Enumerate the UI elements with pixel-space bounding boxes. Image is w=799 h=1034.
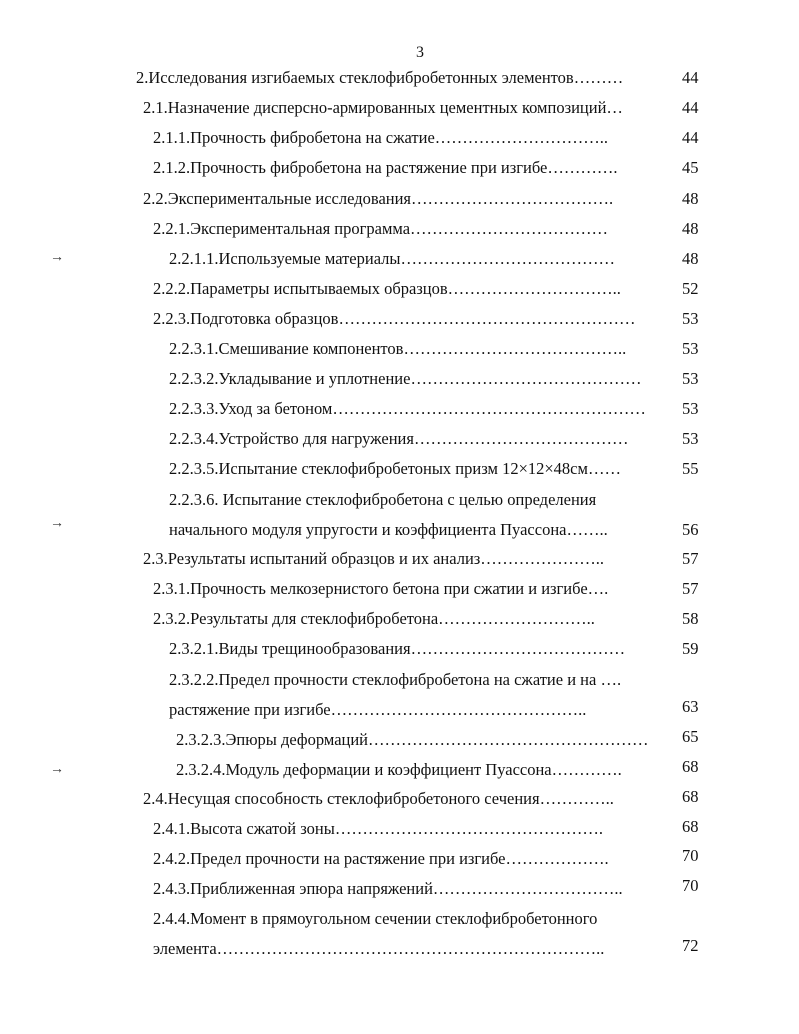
toc-entry-page: 68 <box>682 757 699 776</box>
toc-entry-text: 2.2.3.2.Укладывание и уплотнение…………………………………… <box>169 369 642 388</box>
toc-entry-page: 56 <box>682 520 699 539</box>
toc-entry-page: 57 <box>682 549 699 568</box>
toc-entry-text: элемента…………………………………………………………….. <box>153 939 605 958</box>
toc-entry-text: 2.3.2.Результаты для стеклофибробетона……………………….. <box>153 609 595 628</box>
margin-mark: → <box>50 762 64 777</box>
toc-entry-text: 2.3.2.2.Предел прочности стеклофибробетона на сжатие и на …. <box>169 670 622 689</box>
toc-entry-page: 58 <box>682 609 699 628</box>
toc-entry-text: 2.2.1.1.Используемые материалы………………………………… <box>169 249 615 268</box>
toc-entry-page: 65 <box>682 727 699 746</box>
toc-entry-text: 2.Исследования изгибаемых стеклофибробетонных элементов……… <box>136 68 624 87</box>
toc-entry-text: 2.1.1.Прочность фибробетона на сжатие………………………….. <box>153 128 609 147</box>
toc-entry-page: 44 <box>682 68 699 87</box>
toc-entry-page: 53 <box>682 399 699 418</box>
toc-entry-text: 2.2.3.3.Уход за бетоном………………………………………………… <box>169 399 646 418</box>
toc-entry-text: 2.4.1.Высота сжатой зоны…………………………………………. <box>153 819 603 838</box>
toc-entry-text: 2.2.3.5.Испытание стеклофибробетоных призм 12×12×48см…… <box>169 459 621 478</box>
toc-entry-page: 55 <box>682 459 699 478</box>
toc-entry-page: 68 <box>682 817 699 836</box>
toc-entry-text: 2.2.3.1.Смешивание компонентов………………………………….. <box>169 339 627 358</box>
toc-entry-text: 2.3.1.Прочность мелкозернистого бетона при сжатии и изгибе…. <box>153 579 609 598</box>
toc-entry-page: 48 <box>682 219 699 238</box>
toc-entry-page: 52 <box>682 279 699 298</box>
toc-entry-text: 2.4.3.Приближенная эпюра напряжений…………………………….. <box>153 879 623 898</box>
toc-entry-page: 48 <box>682 249 699 268</box>
toc-entry-text: 2.2.Экспериментальные исследования………………………………. <box>143 189 614 208</box>
toc-entry-text: 2.2.3.4.Устройство для нагружения………………………………… <box>169 429 629 448</box>
toc-entry-page: 53 <box>682 309 699 328</box>
toc-entry-text: 2.2.3.Подготовка образцов……………………………………………… <box>153 309 636 328</box>
toc-entry-page: 68 <box>682 787 699 806</box>
margin-mark: → <box>50 250 64 265</box>
toc-entry-page: 53 <box>682 429 699 448</box>
toc-entry-page: 45 <box>682 158 699 177</box>
toc-entry-text: 2.3.2.1.Виды трещинообразования………………………………… <box>169 639 626 658</box>
toc-entry-page: 59 <box>682 639 699 658</box>
toc-entry-page: 72 <box>682 936 699 955</box>
toc-entry-text: начального модуля упругости и коэффициента Пуассона…….. <box>169 520 608 539</box>
toc-entry-page: 70 <box>682 846 699 865</box>
toc-entry-text: 2.2.3.6. Испытание стеклофибробетона с целью определения <box>169 490 597 509</box>
toc-entry-text: 2.2.2.Параметры испытываемых образцов………………………….. <box>153 279 621 298</box>
margin-mark: → <box>50 516 64 531</box>
toc-entry-text: 2.1.2.Прочность фибробетона на растяжение при изгибе…………. <box>153 158 618 177</box>
page-number: 3 <box>416 44 424 61</box>
toc-entry-text: 2.4.4.Момент в прямоугольном сечении стеклофибробетонного <box>153 909 598 928</box>
toc-entry-page: 57 <box>682 579 699 598</box>
toc-entry-text: 2.3.2.4.Модуль деформации и коэффициент Пуассона…………. <box>176 760 622 779</box>
toc-entry-text: 2.3.2.3.Эпюры деформаций…………………………………………… <box>176 730 649 749</box>
toc-entry-text: растяжение при изгибе……………………………………….. <box>169 700 587 719</box>
toc-entry-page: 53 <box>682 339 699 358</box>
toc-entry-text: 2.4.Несущая способность стеклофибробетоного сечения………….. <box>143 789 614 808</box>
toc-entry-page: 44 <box>682 98 699 117</box>
toc-entry-text: 2.1.Назначение дисперсно-армированных цементных композиций… <box>143 98 623 117</box>
toc-entry-page: 63 <box>682 697 699 716</box>
toc-entry-page: 44 <box>682 128 699 147</box>
toc-entry-page: 48 <box>682 189 699 208</box>
toc-entry-page: 70 <box>682 876 699 895</box>
toc-entry-text: 2.4.2.Предел прочности на растяжение при изгибе………………. <box>153 849 609 868</box>
toc-entry-page: 53 <box>682 369 699 388</box>
toc-entry-text: 2.2.1.Экспериментальная программа……………………………… <box>153 219 609 238</box>
toc-entry-text: 2.3.Результаты испытаний образцов и их анализ………………….. <box>143 549 605 568</box>
